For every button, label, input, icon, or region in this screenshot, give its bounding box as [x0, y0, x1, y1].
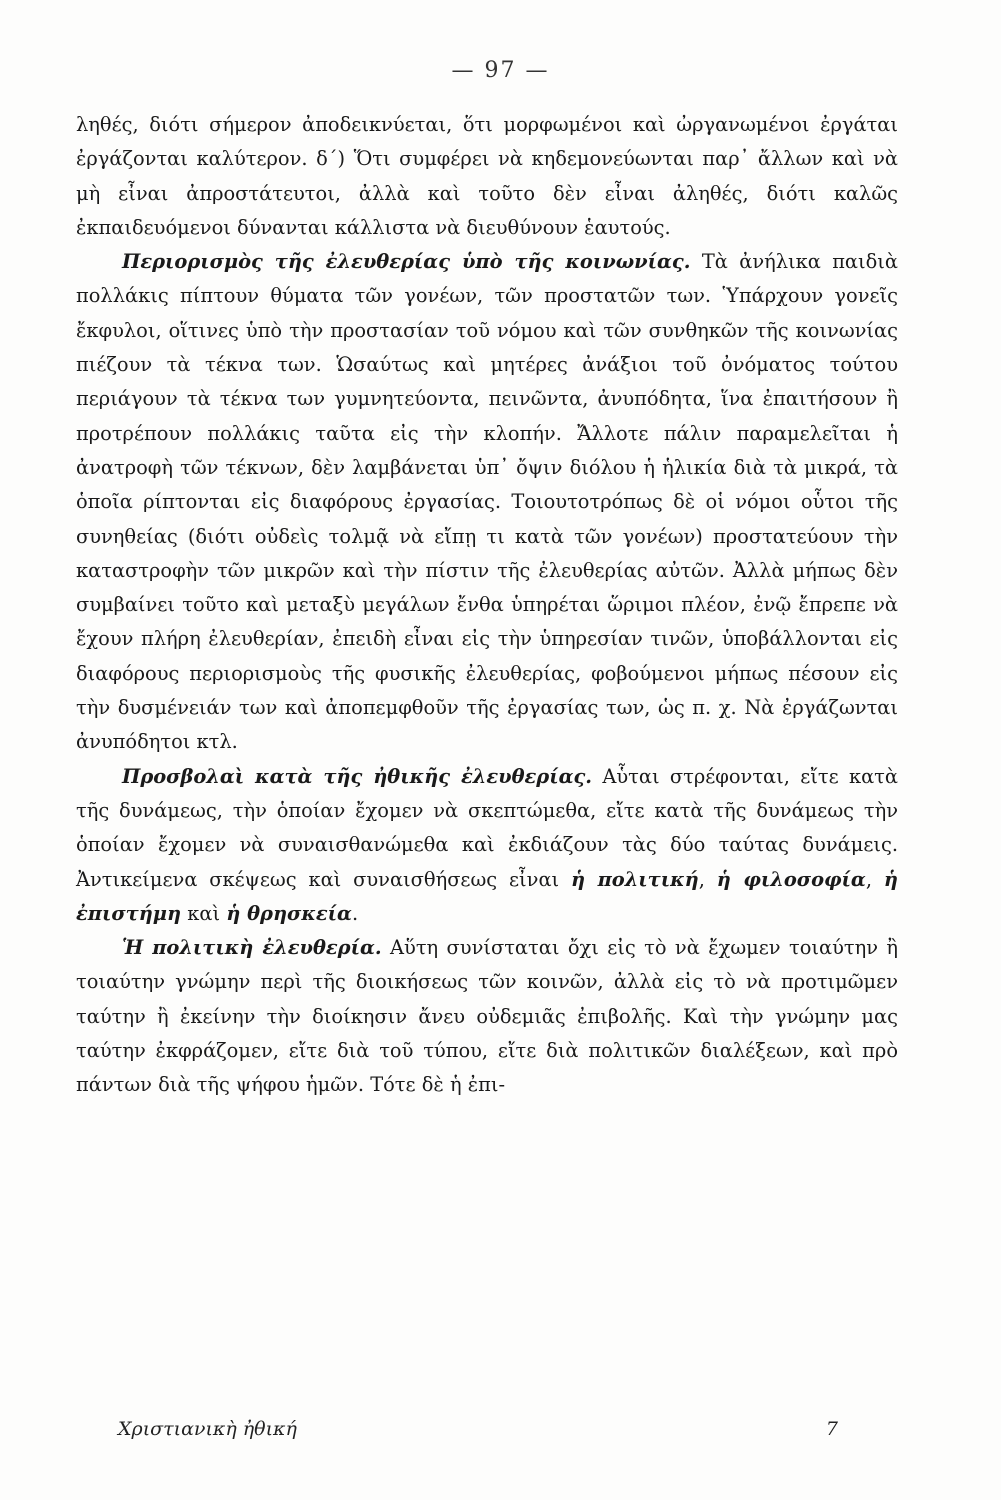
paragraph-moral-freedom	[76, 760, 898, 931]
section-heading: Ἡ πολιτικὴ ἐλευθερία.	[122, 936, 382, 960]
paragraph-text: Αὗται στρέφονται, εἴτε κατὰ τῆς δυνάμεως, τὴν ὁποίαν ἔχομεν νὰ σκεπτώμεθα, εἴτε κατὰ τῆς δυνάμεως τὴν ὁποίαν ἔχομεν νὰ συναισθανώμεθα καὶ ἐκδιάζουν τὰς δύο ταύτας δυνάμεις. Ἀντικείμενα σκέψεως καὶ συναισθήσεως εἶναι	[76, 764, 898, 891]
period: .	[351, 901, 359, 925]
paragraph-social-restriction	[76, 245, 898, 759]
separator: ,	[865, 867, 884, 891]
sheet-number: 7	[825, 1418, 838, 1440]
paragraph-text: ληθές, διότι σήμερον ἀποδεικνύεται, ὅτι μορφωμένοι καὶ ὠργανωμένοι ἐργάται ἐργάζονται καλύτερον. δ΄) Ὅτι συμφέρει νὰ κηδεμονεύωνται παρ᾿ ἄλλων καὶ νὰ μὴ εἶναι ἀπροστάτευτοι, ἀλλὰ καὶ τοῦτο δὲν εἶναι ἀληθές, διότι καλῶς ἐκπαιδευόμενοι δύνανται κάλλιστα νὰ διευθύνουν ἑαυτούς.	[76, 113, 898, 239]
emphasis-philosophy: ἡ φιλοσοφία	[716, 867, 866, 891]
signature-title: Χριστιανικὴ ἠθική	[118, 1418, 297, 1440]
page-number: — 97 —	[451, 58, 550, 83]
paragraph-continuation	[76, 108, 898, 245]
separator: ,	[698, 867, 717, 891]
body-text	[76, 108, 898, 1103]
paragraph-political-freedom	[76, 931, 898, 1102]
section-heading: Προσβολαὶ κατὰ τῆς ἠθικῆς ἐλευθερίας.	[122, 764, 593, 788]
emphasis-science: ἡ ἐπιστήμη	[76, 867, 898, 925]
conjunction: καὶ	[181, 901, 227, 925]
section-heading: Περιορισμὸς τῆς ἐλευθερίας ὑπὸ τῆς κοινωνίας.	[122, 250, 691, 274]
emphasis-politics: ἡ πολιτική	[571, 867, 699, 891]
paragraph-text: Τὰ ἀνήλικα παιδιὰ πολλάκις πίπτουν θύματα τῶν γονέων, τῶν προστατῶν των. Ὑπάρχουν γονεῖς ἔκφυλοι, οἵτινες ὑπὸ τὴν προστασίαν τοῦ νόμου καὶ τῶν συνθηκῶν τῆς κοινωνίας πιέζουν τὰ τέκνα των. Ὡσαύτως καὶ μητέρες ἀνάξιοι τοῦ ὀνόματος τούτου περιάγουν τὰ τέκνα των γυμνητεύοντα, πεινῶντα, ἀνυπόδητα, ἵνα ἐπαιτήσουν ἢ προτρέπουν πολλάκις ταῦτα εἰς τὴν κλοπήν. Ἄλλοτε πάλιν παραμελεῖται ἡ ἀνατροφὴ τῶν τέκνων, δὲν λαμβάνεται ὑπ᾿ ὄψιν διόλου ἡ ἡλικία διὰ τὰ μικρά, τὰ ὁποῖα ρίπτονται εἰς διαφόρους ἐργασίας. Τοιουτοτρόπως δὲ οἱ νόμοι οὗτοι τῆς συνηθείας (διότι οὐδεὶς τολμᾷ νὰ εἴπῃ τι κατὰ τῶν γονέων) προστατεύουν τὴν καταστροφὴν τῶν μικρῶν καὶ τὴν πίστιν τῆς ἐλευθερίας αὐτῶν. Ἀλλὰ μήπως δὲν συμβαίνει τοῦτο καὶ μεταξὺ μεγάλων ἔνθα ὑπηρέται ὥριμοι πλέον, ἐνῷ ἔπρεπε νὰ ἔχουν πλήρη ἐλευθερίαν, ἐπειδὴ εἶναι εἰς τὴν ὑπηρεσίαν τινῶν, ὑποβάλλονται εἰς διαφόρους περιορισμοὺς τῆς φυσικῆς ἐλευθερίας, φοβούμενοι μήπως πέσουν εἰς τὴν δυσμένειάν των καὶ ἀποπεμφθοῦν τῆς ἐργασίας των, ὡς π. χ. Νὰ ἐργάζωνται ἀνυπόδητοι κτλ.	[76, 250, 899, 754]
paragraph-text: Αὕτη συνίσταται ὄχι εἰς τὸ νὰ ἔχωμεν τοιαύτην ἢ τοιαύτην γνώμην περὶ τῆς διοικήσεως τῶν κοινῶν, ἀλλὰ εἰς τὸ νὰ προτιμῶμεν ταύτην ἢ ἐκείνην τὴν διοίκησιν ἄνευ οὐδεμιᾶς ἐπιβολῆς. Καὶ τὴν γνώμην μας ταύτην ἐκφράζομεν, εἴτε διὰ τοῦ τύπου, εἴτε διὰ πολιτικῶν διαλέξεων, καὶ πρὸ πάντων διὰ τῆς ψήφου ἡμῶν. Τότε δὲ ἡ ἐπι-	[76, 936, 898, 1097]
emphasis-religion: ἡ θρησκεία	[226, 901, 352, 925]
